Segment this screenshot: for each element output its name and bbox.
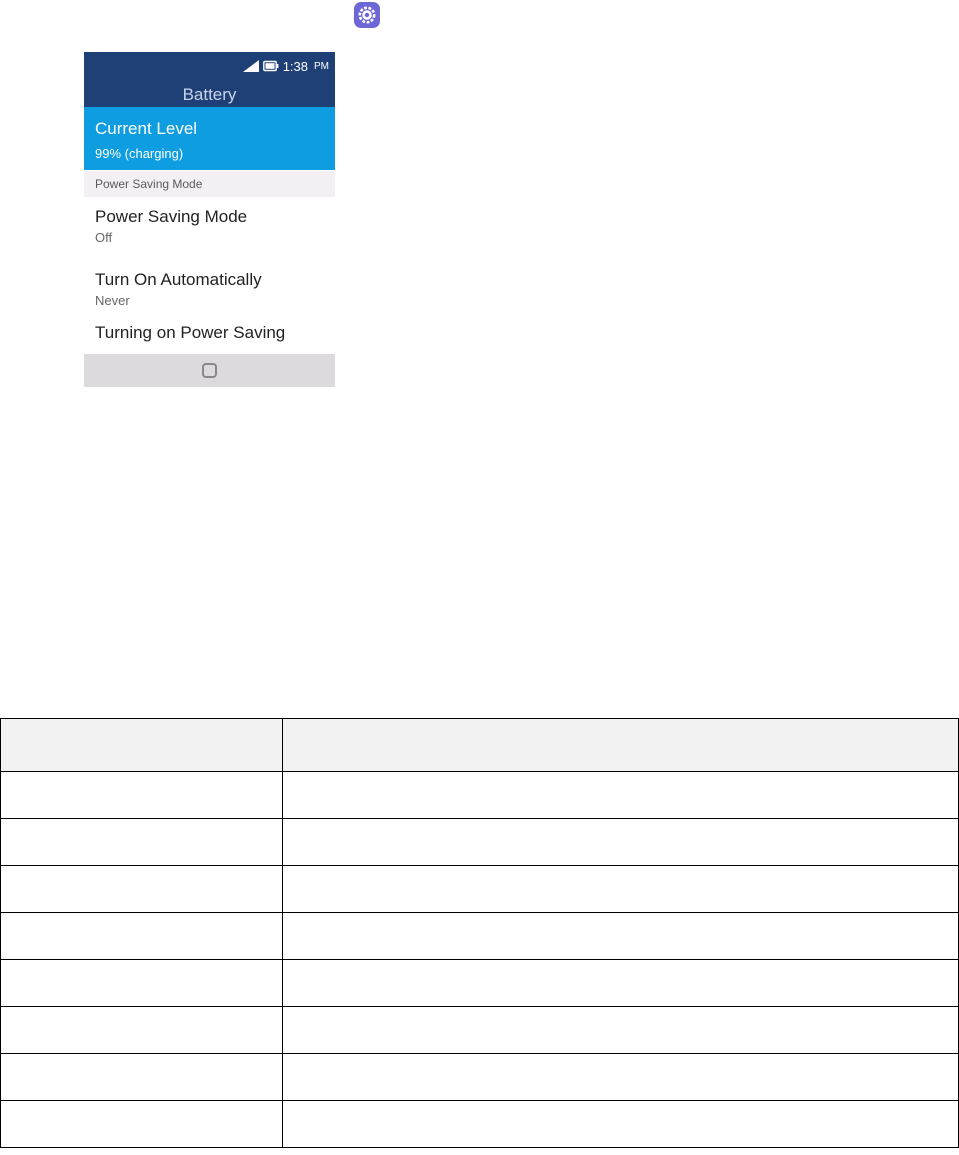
table-header-row [1,719,959,772]
table-cell [1,1007,283,1054]
table-cell [1,960,283,1007]
empty-table [0,718,959,1148]
table-cell [283,913,959,960]
page-title: Battery [182,85,237,104]
table-row [1,866,959,913]
table-cell [1,819,283,866]
status-bar [243,57,329,75]
current-level-title: Current Level [95,119,198,138]
table-cell [1,913,283,960]
table-row [1,960,959,1007]
table-cell [283,1007,959,1054]
table-cell [1,1101,283,1148]
status-ampm: PM [314,60,329,72]
table-cell [1,866,283,913]
table-header-cell [283,719,959,772]
turn-on-automatically-title: Turn On Automatically [95,270,262,289]
table-row [1,1101,959,1148]
power-saving-mode-title: Power Saving Mode [95,207,248,226]
table-row [1,819,959,866]
current-level-value: 99% (charging) [95,146,184,161]
section-header-power-saving: Power Saving Mode [84,171,335,197]
table-cell [1,772,283,819]
settings-gear-icon [354,2,380,28]
table-row [1,1007,959,1054]
navigation-bar [84,354,335,387]
table-cell [1,1054,283,1101]
current-level-item[interactable] [84,107,335,170]
signal-icon [243,60,259,72]
turn-on-automatically-value: Never [95,293,130,308]
table-cell [283,819,959,866]
turn-on-automatically-item[interactable] [95,269,330,308]
table-cell [283,960,959,1007]
app-header [84,52,335,107]
power-saving-mode-item[interactable] [95,206,330,245]
table-header-cell [1,719,283,772]
power-saving-note: Turning on Power Saving [95,323,286,342]
status-time: 1:38 [282,58,308,74]
table-cell [283,772,959,819]
table-row [1,772,959,819]
table-row [1,913,959,960]
table-cell [283,1054,959,1101]
home-button-icon[interactable] [202,363,217,378]
battery-icon [263,60,279,72]
table-row [1,1054,959,1101]
table-cell [283,866,959,913]
power-saving-mode-value: Off [95,230,113,245]
table-cell [283,1101,959,1148]
phone-screen [84,52,335,387]
